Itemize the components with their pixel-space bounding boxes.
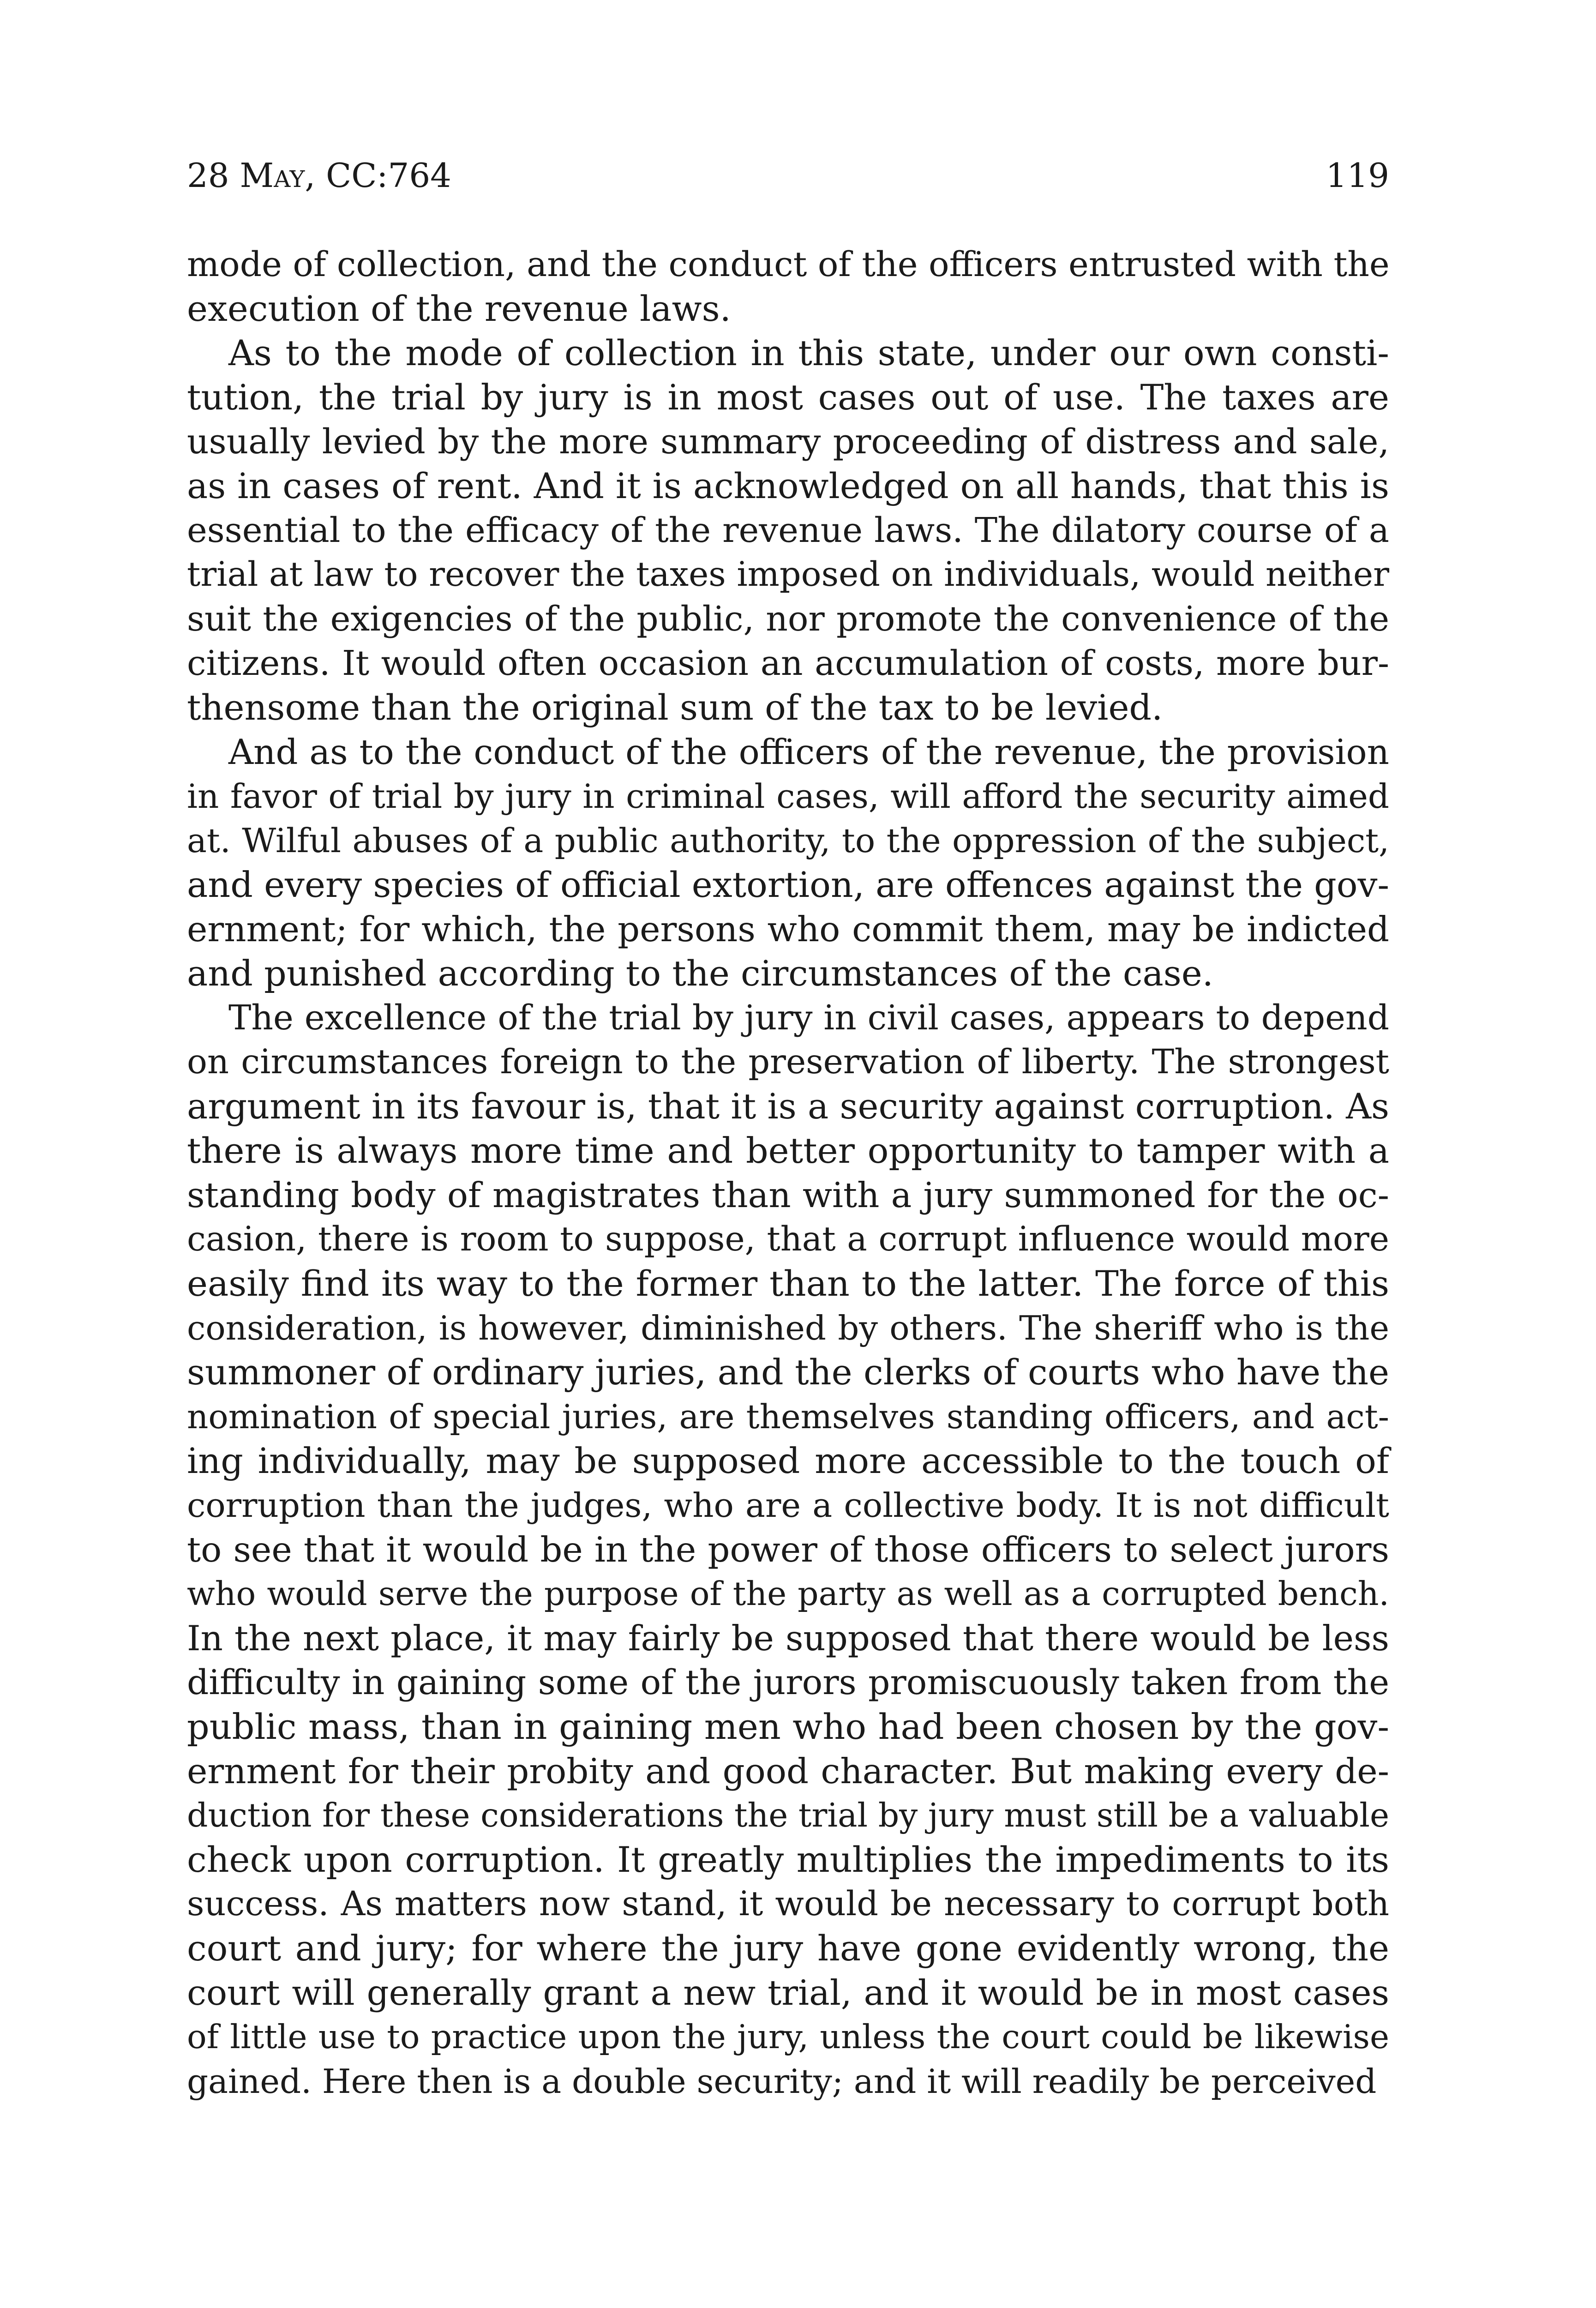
text-line: court will generally grant a new trial, and it would be in most cases [187, 1972, 1389, 2013]
text-line: at. Wilful abuses of a public authority, to the oppression of the subject, [187, 821, 1389, 860]
text-line: argument in its favour is, that it is a security against corruption. As [187, 1086, 1389, 1127]
text-line: The excellence of the trial by jury in civil cases, appears to depend [228, 998, 1389, 1038]
text-line: to see that it would be in the power of those officers to select jurors [187, 1529, 1389, 1570]
text-line: success. As matters now stand, it would be necessary to corrupt both [187, 1884, 1389, 1923]
text-line: citizens. It would often occasion an accumulation of costs, more bur- [187, 643, 1389, 683]
text-line: And as to the conduct of the officers of the revenue, the provision [228, 732, 1389, 772]
text-line: duction for these considerations the trial by jury must still be a valuable [187, 1796, 1389, 1834]
text-line: trial at law to recover the taxes imposed on individuals, would neither [187, 555, 1389, 594]
running-head-date: 28 [187, 156, 240, 195]
text-line: casion, there is room to suppose, that a corrupt influence would more [187, 1220, 1389, 1259]
text-line: suit the exigencies of the public, nor promote the convenience of the [187, 599, 1389, 639]
text-line: ing individually, may be supposed more accessible to the touch of [187, 1440, 1389, 1481]
running-head [187, 148, 1389, 203]
text-line: check upon corruption. It greatly multiplies the impediments to its [187, 1839, 1389, 1880]
text-line: As to the mode of collection in this state, under our own consti- [228, 332, 1389, 373]
paragraph [187, 996, 1389, 2104]
text-line: difficulty in gaining some of the jurors promiscuously taken from the [187, 1663, 1389, 1702]
body-text [187, 242, 1389, 2104]
text-line: of little use to practice upon the jury, unless the court could be likewise [187, 2018, 1389, 2056]
running-head-doc-id: , CC:764 [305, 156, 451, 195]
text-line: nomination of special juries, are themselves standing officers, and act- [187, 1397, 1389, 1436]
page-number: 119 [1326, 156, 1389, 195]
running-head-title [187, 148, 451, 203]
text-line: tution, the trial by jury is in most cases out of use. The taxes are [187, 377, 1389, 418]
text-line: there is always more time and better opportunity to tamper with a [187, 1130, 1389, 1171]
text-line: and punished according to the circumstances of the case. [187, 953, 1213, 994]
text-line: In the next place, it may fairly be supposed that there would be less [187, 1618, 1389, 1659]
text-line: who would serve the purpose of the party as well as a corrupted bench. [187, 1575, 1389, 1613]
paragraph [187, 730, 1389, 996]
text-line: thensome than the original sum of the tax to be levied. [187, 687, 1163, 728]
text-line: and every species of official extortion, are offences against the gov- [187, 864, 1390, 905]
text-line: in favor of trial by jury in criminal cases, will afford the security aimed [187, 777, 1389, 816]
text-line: summoner of ordinary juries, and the clerks of courts who have the [187, 1352, 1389, 1393]
text-line: ernment for their probity and good character. But making every de- [187, 1751, 1389, 1791]
text-line: essential to the efficacy of the revenue laws. The dilatory course of a [187, 511, 1389, 550]
text-line: corruption than the judges, who are a collective body. It is not difficult [187, 1486, 1389, 1525]
running-head-month: May [240, 156, 305, 195]
paragraph [187, 242, 1389, 331]
text-line: gained. Here then is a double security; and it will readily be perceived [187, 2062, 1377, 2101]
text-line: public mass, than in gaining men who had been chosen by the gov- [187, 1706, 1389, 1747]
text-line: mode of collection, and the conduct of the officers entrusted with the [187, 245, 1390, 284]
text-line: standing body of magistrates than with a jury summoned for the oc- [187, 1175, 1389, 1215]
text-line: easily find its way to the former than to the latter. The force of this [187, 1263, 1389, 1304]
text-line: consideration, is however, diminished by others. The sheriff who is the [187, 1309, 1389, 1347]
text-line: ernment; for which, the persons who commit them, may be indicted [187, 909, 1389, 950]
text-line: court and jury; for where the jury have gone evidently wrong, the [187, 1928, 1389, 1969]
text-line: execution of the revenue laws. [187, 288, 731, 329]
text-line: on circumstances foreign to the preservation of liberty. The strongest [187, 1042, 1389, 1082]
text-line: as in cases of rent. And it is acknowledged on all hands, that this is [187, 465, 1389, 506]
text-line: usually levied by the more summary proceeding of distress and sale, [187, 422, 1389, 462]
paragraph [187, 331, 1389, 730]
